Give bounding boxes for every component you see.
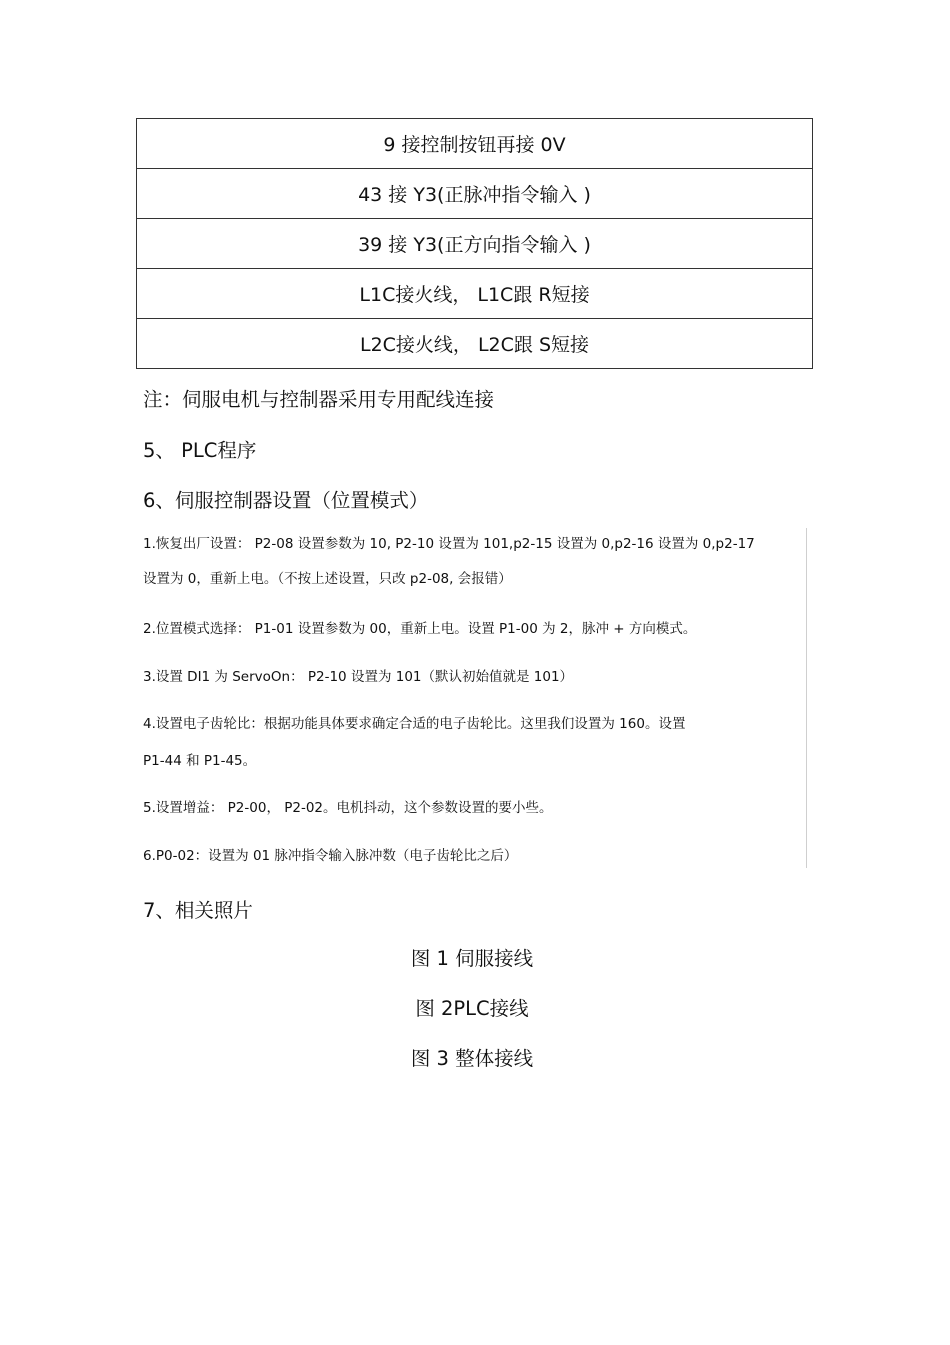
setting-item-servo-on: 3.设置 DI1 为 ServoOn： P2-10 设置为 101（默认初始值就是 101）	[143, 669, 574, 685]
setting-item-factory-reset-cont: 设置为 0，重新上电。（不按上述设置，只改 p2-08, 会报错）	[143, 571, 512, 587]
setting-item-gear-ratio: 4.设置电子齿轮比：根据功能具体要求确定合适的电子齿轮比。这里我们设置为 160。设置	[143, 716, 686, 732]
setting-item-gear-ratio-cont: P1-44 和 P1-45。	[143, 753, 257, 769]
table-row	[137, 319, 813, 369]
table-cell: 9 接控制按钮再接 0V	[137, 119, 813, 169]
table-cell: 43 接 Y3(正脉冲指令输入 )	[137, 169, 813, 219]
wiring-note: 注：伺服电机与控制器采用专用配线连接	[143, 388, 495, 411]
table-row	[137, 269, 813, 319]
table-row	[137, 119, 813, 169]
table-row	[137, 219, 813, 269]
figure-caption-servo-wiring: 图 1 伺服接线	[410, 947, 534, 970]
setting-item-position-mode: 2.位置模式选择： P1-01 设置参数为 00，重新上电。设置 P1-00 为 2，脉冲 + 方向模式。	[143, 621, 697, 637]
figure-caption-plc-wiring: 图 2PLC接线	[415, 997, 529, 1020]
wiring-table	[136, 118, 813, 369]
section-heading-photos: 7、相关照片	[143, 899, 253, 922]
table-row	[137, 169, 813, 219]
section-heading-plc-program: 5、 PLC程序	[143, 439, 257, 462]
settings-block-border	[806, 528, 807, 868]
table-cell: 39 接 Y3(正方向指令输入 )	[137, 219, 813, 269]
table-cell: L2C接火线， L2C跟 S短接	[137, 319, 813, 369]
setting-item-factory-reset: 1.恢复出厂设置： P2-08 设置参数为 10, P2-10 设置为 101,p2-15 设置为 0,p2-16 设置为 0,p2-17	[143, 536, 755, 552]
section-heading-servo-settings: 6、伺服控制器设置（位置模式）	[143, 489, 429, 512]
table-cell: L1C接火线， L1C跟 R短接	[137, 269, 813, 319]
figure-caption-overall-wiring: 图 3 整体接线	[410, 1047, 534, 1070]
setting-item-pulse-count: 6.P0-02：设置为 01 脉冲指令输入脉冲数（电子齿轮比之后）	[143, 848, 518, 864]
setting-item-gain: 5.设置增益： P2-00， P2-02。电机抖动，这个参数设置的要小些。	[143, 800, 553, 816]
